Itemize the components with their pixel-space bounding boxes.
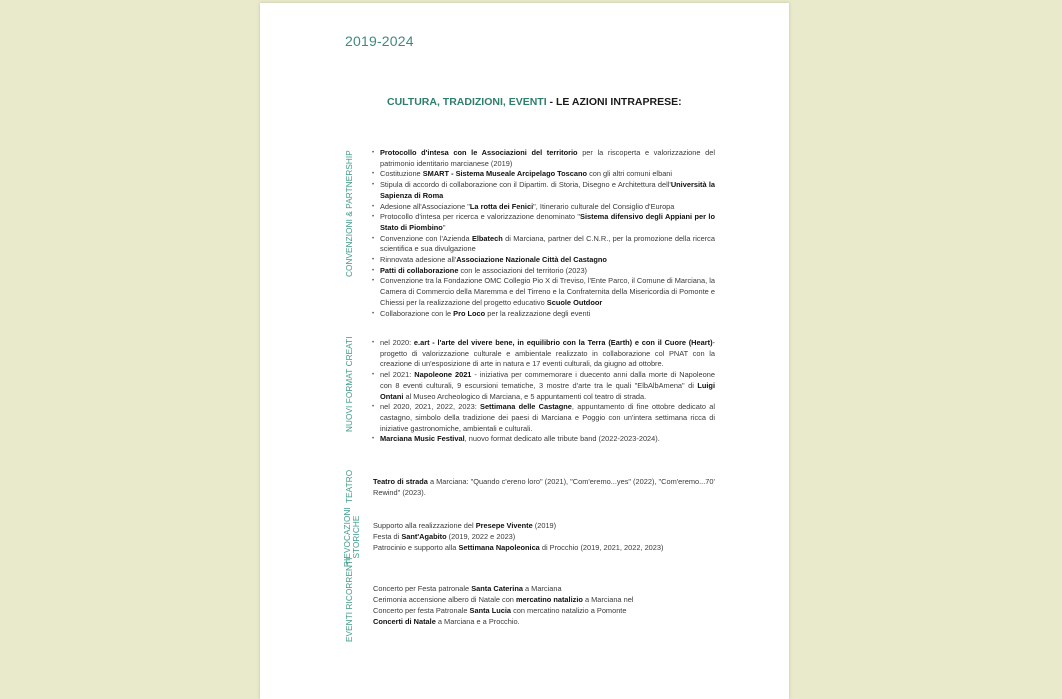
text: con gli altri comuni elbani <box>587 169 673 179</box>
text: nel 2020: <box>380 338 414 347</box>
text: ", Itinerario culturale del Consiglio d'Europa <box>533 201 675 211</box>
list-item <box>373 521 718 532</box>
section-label-ricorrenti: EVENTI RICORRENTI <box>345 557 354 642</box>
bold-text: Santa Caterina <box>471 584 523 593</box>
document-page <box>260 3 789 699</box>
text: di Marciana, partner del C.N.R., per la promozione della ricerca scientifica e sua divulgazione <box>380 233 715 254</box>
bold-text: Settimana delle Castagne <box>480 402 572 412</box>
list-item <box>373 255 715 266</box>
page-heading <box>387 96 682 108</box>
text: a Marciana e a Procchio. <box>435 616 520 626</box>
list-ricorrenti <box>373 584 718 628</box>
heading-accent: CULTURA, TRADIZIONI, EVENTI <box>387 96 547 108</box>
bold-text: Sant'Agabito <box>401 531 447 541</box>
list-item <box>373 370 715 402</box>
list-item <box>373 532 718 543</box>
list-rievocazioni <box>373 521 718 554</box>
bold-text: Teatro di strada <box>373 477 428 486</box>
bold-text: Santa Lucia <box>469 605 512 615</box>
list-item <box>373 338 715 370</box>
list-item <box>373 543 718 554</box>
text: con le associazioni del territorio (2023) <box>458 265 588 275</box>
list-item <box>373 584 718 595</box>
section-label-rievocazioni-line2: STORICHE <box>351 515 361 559</box>
text: per la riscoperta e valorizzazione del patrimonio identitario marcianese (2019) <box>380 148 715 168</box>
list-item <box>373 169 715 180</box>
text: (2019, 2022 e 2023) <box>446 531 516 541</box>
text: a Marciana <box>522 584 562 593</box>
list-item <box>373 434 715 445</box>
list-item <box>373 309 715 320</box>
text: Protocollo d'intesa per ricerca e valorizzazione denominato " <box>380 212 581 222</box>
text: Supporto alla realizzazione del <box>373 521 476 530</box>
bold-text: Settimana Napoleonica <box>458 542 540 552</box>
text: Concerto per Festa patronale <box>373 584 472 593</box>
list-item <box>373 202 715 213</box>
bold-text: Luigi Ontani <box>380 380 715 401</box>
list-item <box>373 606 718 617</box>
text: Collaborazione con le <box>380 308 454 318</box>
text: Concerto per festa Patronale <box>373 605 470 615</box>
section-label-rievocazioni-line1: RIEVOCAZIONI <box>343 507 352 567</box>
list-format <box>373 338 715 445</box>
bold-text: Sistema difensivo degli Appiani per lo Stato di Piombino <box>380 212 715 232</box>
bold-text: mercatino natalizio <box>515 594 583 604</box>
list-item <box>373 266 715 277</box>
bold-text: La rotta dei Fenici <box>469 201 534 211</box>
text: a Marciana nel <box>582 594 634 604</box>
text: Adesione all'Associazione " <box>380 201 470 211</box>
list-item <box>373 617 718 628</box>
bold-text: Patti di collaborazione <box>380 265 459 275</box>
bold-text: Presepe Vivente <box>475 521 533 530</box>
text: Costituzione <box>380 169 423 179</box>
bold-text: e.art - l'arte del vivere bene, in equilibrio con la Terra (Earth) e con il Cuore (Heart) <box>413 338 713 347</box>
list-convenzioni <box>373 148 715 319</box>
text: Patrocinio e supporto alla <box>373 542 459 552</box>
bold-text: Università la Sapienza di Roma <box>380 180 715 200</box>
list-item <box>373 477 718 499</box>
text: , appuntamento di fine ottobre dedicato al castagno, simbolo della tradizione dei paesi di Marciana e Poggio con un'intera settimana ricca di iniziative gastronomiche, ambientali e culturali. <box>380 402 715 433</box>
text: per la realizzazione degli eventi <box>485 308 591 318</box>
section-label-format: NUOVI FORMAT CREATI <box>345 336 354 432</box>
bold-text: Associazione Nazionale Città del Castagno <box>456 255 607 265</box>
bold-text: Protocollo d'intesa con le Associazioni del territorio <box>380 148 578 157</box>
text: Cerimonia accensione albero di Natale con <box>373 594 516 604</box>
text: (2019) <box>532 521 557 530</box>
text: " <box>442 222 446 232</box>
bold-text: Napoleone 2021 <box>414 370 472 380</box>
text: nel 2020, 2021, 2022, 2023: <box>380 402 481 412</box>
list-item <box>373 180 715 201</box>
text: con mercatino natalizio a Pomonte <box>511 605 627 615</box>
bold-text: Pro Loco <box>453 308 486 318</box>
text: - iniziativa per commemorare i duecento anni dalla morte di Napoleone con 8 eventi culturali, 9 escursioni tematiche, 3 mostre d'arte tra le quali "ElbAlbAmena" di <box>380 370 715 390</box>
text: - progetto di valorizzazione culturale e ambientale realizzato in collaborazione col PNAT con la creazione di un'esposizione di arte in natura e 17 eventi culturali, da giugno ad ottobre. <box>380 338 716 369</box>
bold-text: SMART - Sistema Museale Arcipelago Toscano <box>422 169 588 179</box>
text: Festa di <box>373 531 402 541</box>
bold-text: Scuole Outdoor <box>546 297 603 307</box>
section-label-convenzioni: CONVENZIONI & PARTNERSHIP <box>345 150 354 277</box>
text: Stipula di accordo di collaborazione con il Dipartim. di Storia, Disegno e Architettura dell' <box>380 180 671 190</box>
heading-rest: - LE AZIONI INTRAPRESE: <box>546 96 682 108</box>
list-item <box>373 212 715 233</box>
text: al Museo Archeologico di Marciana, e 5 appuntamenti col teatro di strada. <box>403 391 647 401</box>
section-label-teatro: TEATRO <box>345 469 354 503</box>
list-teatro <box>373 477 718 499</box>
bold-text: Elbatech <box>471 233 503 243</box>
text: nel 2021: <box>380 370 415 380</box>
year-range: 2019-2024 <box>345 33 414 49</box>
list-item <box>373 234 715 255</box>
list-item <box>373 595 718 606</box>
bold-text: Concerti di Natale <box>373 616 436 626</box>
list-item <box>373 148 715 169</box>
text: di Procchio (2019, 2021, 2022, 2023) <box>539 542 664 552</box>
text: Convenzione tra la Fondazione OMC Collegio Pio X di Treviso, l'Ente Parco, il Comune di Marciana, la Camera di Commercio della Maremma e del Tirreno e la Confraternita della Misericordia di Pomonte e Chiessi per la realizzazione del progetto educativo <box>380 276 715 307</box>
list-item <box>373 276 715 308</box>
text: , nuovo format dedicato alle tribute band (2022-2023-2024). <box>464 434 660 444</box>
text: Rinnovata adesione all' <box>380 255 457 265</box>
text: a Marciana: "Quando c'ereno loro" (2021), "Com'eremo...yes" (2022), "Com'eremo...70' Rewind" (2023). <box>373 477 715 497</box>
list-item <box>373 402 715 434</box>
text: Convenzione con l'Azienda <box>380 233 472 243</box>
bold-text: Marciana Music Festival <box>380 434 465 444</box>
